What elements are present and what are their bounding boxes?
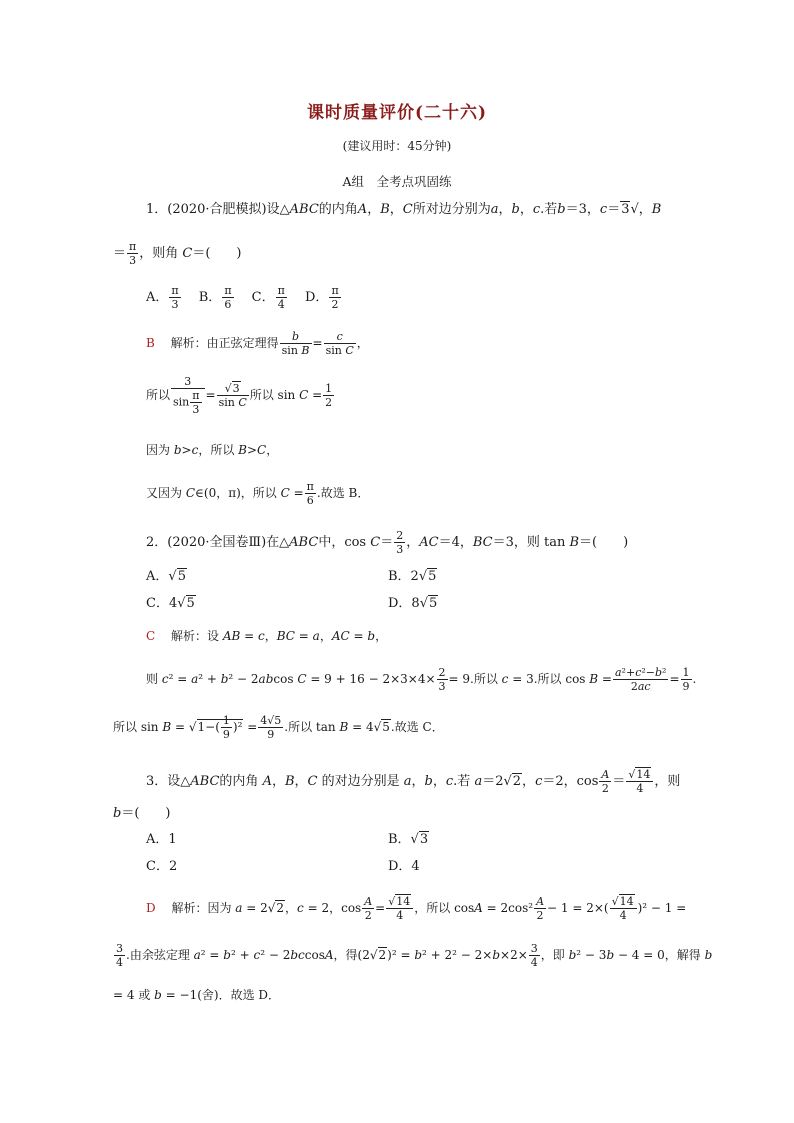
q2-option-d: D．8√5	[388, 596, 438, 611]
q1-solution-line1: B 解析：由正弦定理得 $\frac{b}{\text{sin B}}$ = $\frac{c}{\text{sin C}}$ ，	[146, 330, 369, 357]
q2-option-a: A．√5	[146, 569, 186, 584]
page-title: 课时质量评价(二十六)	[306, 103, 488, 123]
q3-stem-line2: b＝( )	[113, 806, 171, 821]
q1-answer-letter: B	[146, 336, 155, 350]
q2-stem: 2．(2020·全国卷Ⅲ)在△ABC中，cos C＝ $\frac{2}{3}$ ，AC＝4，BC＝3，则 tan B＝( )	[146, 529, 629, 556]
q3-stem-line1: 3．设△ABC的内角 A，B，C 的对边分别是 a，b，c.若 a＝2√2，c＝2，cos $\frac{A}{2}$ ＝ $\frac{√14}{4}$ ，则	[146, 768, 681, 795]
q2-solution-line3: 所以 sin B = √1−( $\frac{1}{9}$ )² = $\frac{4√5}{9}$ .所以 tan B = 4√5.故选 C．	[113, 714, 444, 741]
q3-option-d: D．4	[388, 859, 420, 874]
suggested-time: (建议用时：45分钟)	[342, 139, 452, 153]
q2-answer-letter: C	[146, 629, 156, 643]
q3-answer-letter: D	[146, 901, 156, 915]
q1-stem-line2: ＝ $\frac{\pi}{3}$ ，则角 C＝( )	[113, 240, 242, 267]
q3-option-a: A．1	[146, 832, 177, 847]
q1-options: A． $\frac{\pi}{3}$ B． $\frac{\pi}{6}$ C． $\frac{\pi}{4}$ D． $\frac{\pi}{2}$	[146, 284, 339, 311]
q1-stem-line1: 1．(2020·合肥模拟)设△ABC的内角A，B，C所对边分别为a，b，c.若b＝3，c＝3√，B	[146, 202, 662, 217]
group-heading: A组 全考点巩固练	[342, 174, 452, 189]
q3-option-b: B．√3	[388, 832, 429, 847]
q2-option-b: B．2√5	[388, 569, 437, 584]
q3-solution-line2: $\frac{3}{4}$ .由余弦定理 a² = b² + c² − 2bccosA，得(2√2)² = b² + 2² − 2×b×2× $\frac{3}{4}$ ，即 b² − 3b − 4 = 0，解得 b	[116, 942, 713, 969]
q1-solution-line4: 又因为 C∈(0，π)，所以 C = $\frac{\pi}{6}$ .故选 B．	[146, 480, 370, 507]
q1-solution-line2: 所以 3 sin $\frac{\pi}{3}$ = $\frac{√3}{\text{sin C}}$ 所以 sin C = $\frac{1}{2}$	[146, 375, 333, 416]
q2-option-c: C．4√5	[146, 596, 195, 611]
q3-solution-line1: D 解析：因为 a = 2√2，c = 2，cos $\frac{A}{2}$ = $\frac{√14}{4}$ ，所以 cosA = 2cos² $\frac{A}{2}$ − 1 = 2×( $\frac{√14}{4}$ )² − 1 =	[146, 895, 687, 922]
q1-solution-line3: 因为 b>c，所以 B>C，	[146, 443, 279, 457]
q3-option-c: C．2	[146, 859, 178, 874]
q2-solution-line1: C 解析：设 AB = c，BC = a，AC = b，	[146, 629, 388, 643]
q2-solution-line2: 则 c² = a² + b² − 2abcos C = 9 + 16 − 2×3×4× $\frac{2}{3}$ = 9.所以 c = 3.所以 cos B = $\frac{\text{a²+c²−b²}}{2ac}$ = $\frac{1}{9}$ .	[146, 666, 697, 693]
q3-solution-line3: = 4 或 b = −1(舍)．故选 D．	[113, 988, 281, 1002]
